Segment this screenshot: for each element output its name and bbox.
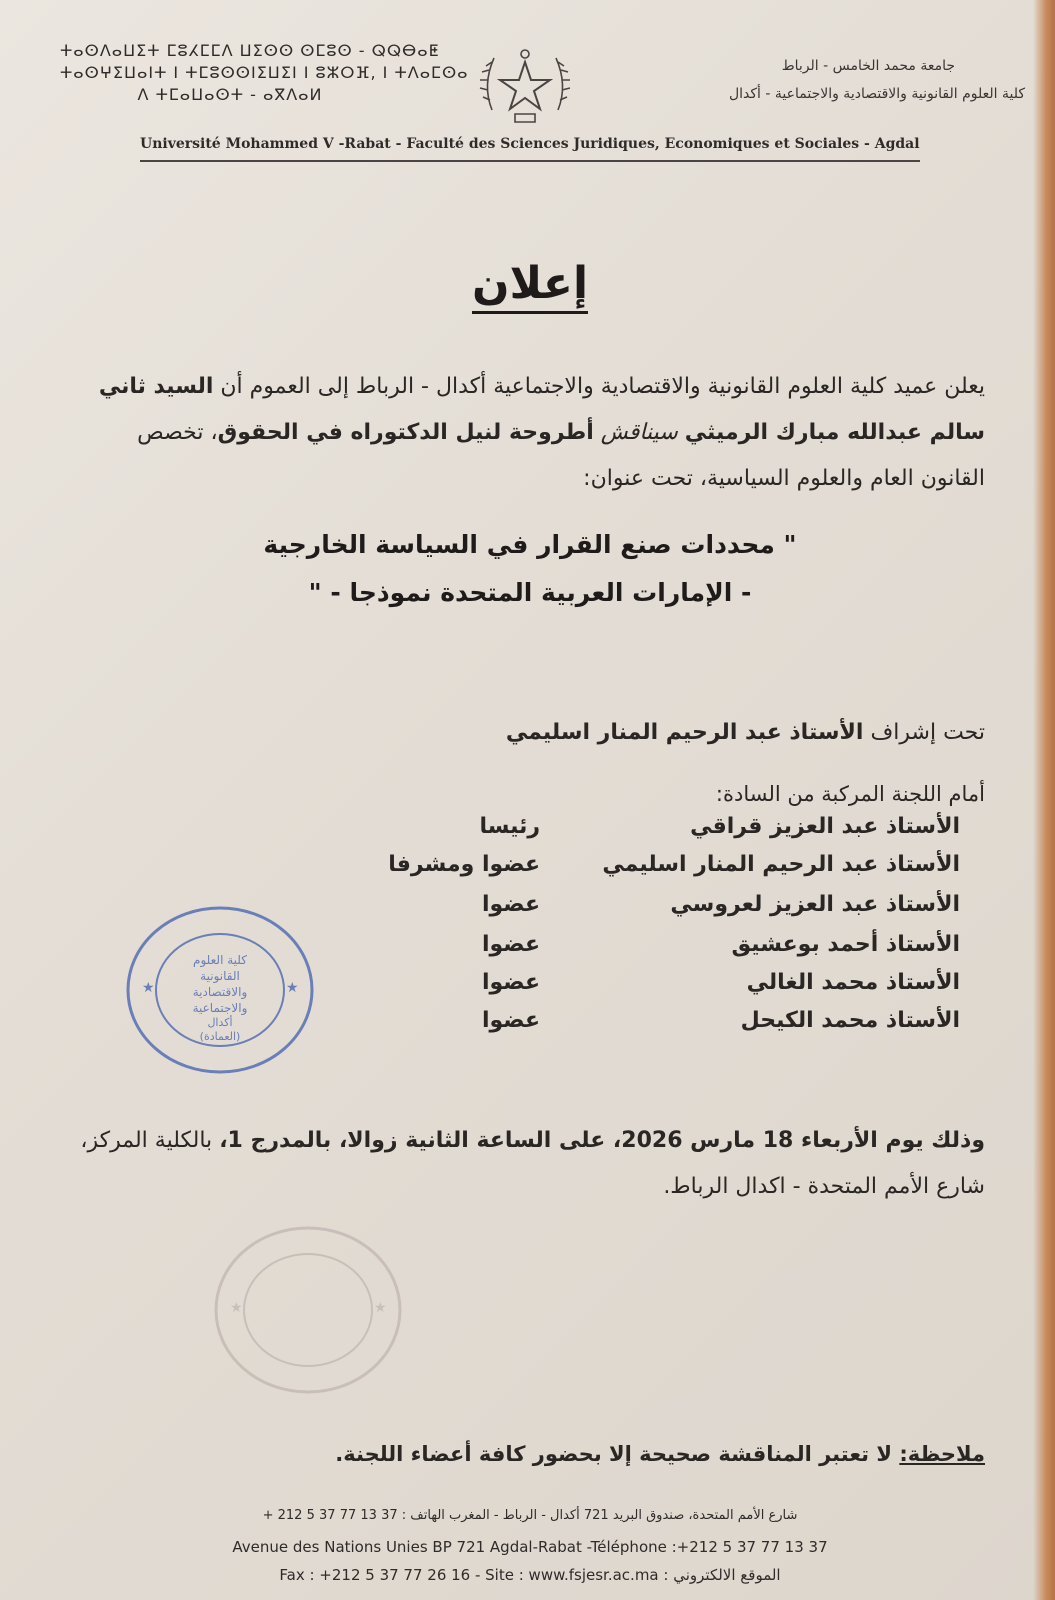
committee-label: أمام اللجنة المركبة من السادة: [715,782,985,806]
background-edge [1033,0,1055,1600]
member-name: الأستاذ محمد الغالي [746,970,960,995]
stamp-line: والاجتماعية [192,1001,248,1015]
arabic-university-name: جامعة محمد الخامس - الرباط [781,58,955,74]
supervision-line [80,720,985,745]
thesis-title-line-2: - الإمارات العربية المتحدة نموذجا - " [308,578,752,607]
supervision-prefix: تحت إشراف [863,720,985,745]
member-role: رئيسا [479,814,540,839]
member-role: عضوا [481,1008,540,1033]
stamp-line: كلية العلوم [193,953,247,967]
intro-paragraph [80,364,985,502]
footer-address-arabic: شارع الأمم المتحدة، صندوق البريد 721 أكدال - الرباط - المغرب الهاتف : 37 13 77 37 5 212 + [262,1508,798,1523]
committee-member [330,892,960,928]
note-label: ملاحظة: [899,1442,985,1466]
committee-member [330,852,960,888]
stamp-line: (العمادة) [199,1030,241,1043]
member-name: الأستاذ محمد الكيحل [740,1008,960,1033]
svg-text:★: ★ [374,1300,387,1316]
will-defend-text: سيناقش [593,420,685,445]
schedule-location: بالكلية المركز، شارع الأمم المتحدة - اكدال الرباط. [80,1128,985,1199]
committee-member [330,970,960,1006]
header-divider [140,160,920,162]
faculty-stamp [120,900,320,1080]
stamp-line: والاقتصادية [192,985,248,999]
committee-member [330,932,960,968]
footer-address-french: Avenue des Nations Unies BP 721 Agdal-Rabat -Téléphone :+212 5 37 77 13 37 [232,1538,828,1556]
member-name: الأستاذ أحمد بوعشيق [731,932,960,957]
intro-part1: يعلن عميد كلية العلوم القانونية والاقتصادية والاجتماعية أكدال - الرباط إلى العموم أن [213,374,985,399]
schedule-paragraph [80,1118,985,1210]
tifinagh-header [60,40,469,106]
member-name: الأستاذ عبد العزيز لعروسي [670,892,960,917]
schedule-datetime: وذلك يوم الأربعاء 18 مارس 2026، على الساعة الثانية زوالا، بالمدرج 1، [219,1128,985,1153]
degree-text: أطروحة لنيل الدكتوراه في الحقوق [217,420,594,445]
committee-member [330,1008,960,1044]
tifinagh-line-2: ⵜⴰⵙⵖⵉⵡⴰⵏⵜ ⵏ ⵜⵎⵓⵙⵙⵏⵉⵡⵉⵏ ⵏ ⵓⵣⵔⴼ, ⵏ ⵜⴷⴰⵎⵙⴰ [60,63,469,82]
title-text: إعلان [472,258,588,314]
royal-emblem-icon [470,40,580,130]
faculty-stamp-faded [208,1220,408,1400]
university-line: Université Mohammed V -Rabat - Faculté des Sciences Juridiques, Economiques et Sociales - Agdal [140,136,920,152]
member-role: عضوا ومشرفا [388,852,540,877]
tifinagh-line-1: ⵜⴰⵙⴷⴰⵡⵉⵜ ⵎⵓⵃⵎⵎⴷ ⵡⵉⵙⵙ ⵙⵎⵓⵙ - ⵕⵕⴱⴰⵟ [60,41,440,60]
arabic-header [605,52,1025,108]
member-role: عضوا [481,892,540,917]
footer-fax-site: Fax : +212 5 37 77 26 16 - Site : www.fsjesr.ac.ma : الموقع الالكتروني [279,1566,781,1584]
member-role: عضوا [481,970,540,995]
supervisor-name: الأستاذ عبد الرحيم المنار اسليمي [505,720,864,745]
member-name: الأستاذ عبد الرحيم المنار اسليمي [602,852,960,877]
svg-text:★: ★ [230,1300,243,1316]
stamp-line: أكدال [207,1016,233,1029]
page-title [400,258,660,309]
arabic-faculty-name: كلية العلوم القانونية والاقتصادية والاجتماعية - أكدال [728,86,1025,102]
note-line [80,1442,985,1466]
committee-member [330,814,960,850]
svg-text:★: ★ [286,980,299,996]
candidate-name: السيد ثاني سالم عبدالله مبارك الرميثي [98,374,985,445]
tifinagh-line-3: ⴷ ⵜⵎⴰⵡⴰⵙⵜ - ⴰⴳⴷⴰⵍ [137,85,323,104]
specialty-text: ، تخصص القانون العام والعلوم السياسية، تحت عنوان: [137,420,985,491]
thesis-title-line-1: " محددات صنع القرار في السياسة الخارجية [263,530,797,559]
stamp-line: القانونية [200,969,240,983]
note-text: لا تعتبر المناقشة صحيحة إلا بحضور كافة أعضاء اللجنة. [335,1442,900,1466]
svg-text:★: ★ [142,980,155,996]
member-role: عضوا [481,932,540,957]
member-name: الأستاذ عبد العزيز قراقي [690,814,960,839]
